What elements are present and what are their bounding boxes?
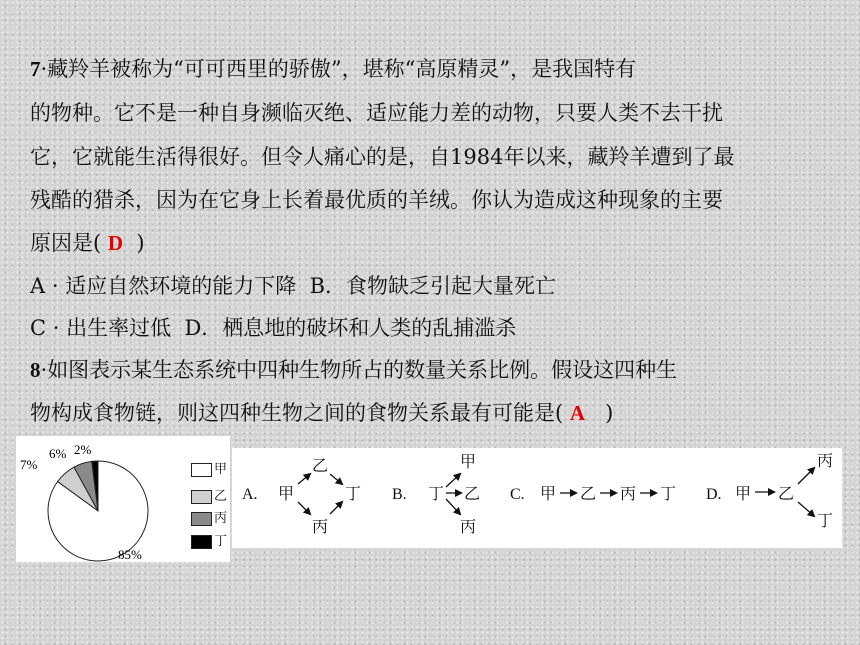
- q8-answer: A: [569, 401, 586, 425]
- food-chain-svg: [232, 448, 842, 548]
- option-b-node-ding: 丁: [428, 484, 445, 503]
- q7-line-4: [30, 186, 723, 214]
- q7-sep: ·: [40, 57, 48, 81]
- legend-item-yi: [191, 485, 227, 504]
- q7-option-d: D．栖息地的破坏和人类的乱捕滥杀: [184, 316, 517, 340]
- q7-line-5: [30, 229, 145, 257]
- q8-line-2: [30, 399, 613, 427]
- option-a-node-yi: 乙: [312, 456, 329, 475]
- legend-label-yi: 乙: [214, 489, 228, 504]
- q7-text-3: 它，它就能生活得很好。但令人痛心的是，自1984年以来，藏羚羊遭到了最: [30, 145, 735, 169]
- option-a-label[interactable]: A.: [242, 486, 258, 503]
- legend-label-ding: 丁: [214, 534, 228, 549]
- option-d-node-ding: 丁: [817, 511, 834, 530]
- q7-line-2: [30, 99, 723, 127]
- q8-text-1: 如图表示某生态系统中四种生物所占的数量关系比例。假设这四种生: [47, 358, 678, 382]
- q7-text-2: 的物种。它不是一种自身濒临灭绝、适应能力差的动物，只要人类不去干扰: [30, 101, 723, 125]
- pie-figure: [16, 436, 230, 562]
- option-d-node-jia: 甲: [735, 484, 752, 503]
- q7-text-1: 藏羚羊被称为“可可西里的骄傲”，堪称“高原精灵”，是我国特有: [47, 57, 637, 81]
- q8-line-1: [30, 356, 677, 384]
- q7-line-3: [30, 143, 734, 171]
- option-d-node-yi: 乙: [778, 484, 795, 503]
- arrow-d-3: [798, 502, 814, 516]
- option-c-node-jia: 甲: [540, 484, 557, 503]
- pie-label-2: 2%: [74, 442, 92, 457]
- food-chain-options: [232, 448, 842, 548]
- legend-swatch-jia: [191, 463, 212, 477]
- q7-option-a: A · 适应自然环境的能力下降: [30, 274, 297, 298]
- q7-answer: D: [107, 231, 124, 255]
- option-c-label[interactable]: C.: [510, 486, 525, 503]
- q7-answer-prefix: 原因是(: [30, 231, 102, 255]
- option-a-node-jia: 甲: [278, 484, 295, 503]
- arrow-b-3: [446, 499, 460, 514]
- option-d-node-bing: 丙: [817, 451, 834, 470]
- q7-option-b: B．食物缺乏引起大量死亡: [309, 274, 556, 298]
- option-c-node-ding: 丁: [660, 484, 677, 503]
- option-a-node-ding: 丁: [345, 484, 362, 503]
- q7-option-c: C · 出生率过低: [30, 316, 172, 340]
- option-b-label[interactable]: B.: [392, 486, 407, 503]
- legend-label-bing: 丙: [214, 511, 228, 526]
- option-c-node-yi: 乙: [580, 484, 597, 503]
- q7-number: 7: [30, 57, 41, 81]
- legend-swatch-yi: [191, 490, 212, 504]
- q8-sep: ·: [40, 358, 48, 382]
- arrow-d-2: [798, 468, 814, 484]
- q7-options-cd: [30, 314, 516, 342]
- arrow-a-3: [298, 502, 310, 514]
- option-b-node-jia: 甲: [460, 452, 477, 471]
- legend-item-ding: [191, 530, 227, 549]
- option-a-node-bing: 丙: [312, 517, 329, 536]
- option-d-label[interactable]: D.: [706, 486, 722, 503]
- q7-text-4: 残酷的猎杀，因为在它身上长着最优质的羊绒。你认为造成这种现象的主要: [30, 188, 723, 212]
- pie-label-85: 85%: [118, 547, 142, 562]
- legend-item-jia: [191, 458, 227, 477]
- arrow-b-1: [446, 474, 460, 487]
- pie-label-6: 6%: [49, 446, 67, 461]
- legend-label-jia: 甲: [214, 462, 228, 477]
- q8-text-2: 物构成食物链，则这四种生物之间的食物关系最有可能是(: [30, 401, 564, 425]
- q8-number: 8: [30, 358, 41, 382]
- pie-label-7: 7%: [20, 457, 38, 472]
- q7-line-1: [30, 55, 636, 83]
- legend-swatch-ding: [191, 535, 212, 549]
- q7-answer-suffix: ): [136, 231, 145, 255]
- q7-options-ab: [30, 272, 556, 300]
- arrow-a-1: [298, 474, 310, 484]
- q8-answer-suffix: ): [605, 401, 614, 425]
- arrow-a-4: [330, 502, 342, 514]
- arrow-a-2: [330, 474, 342, 484]
- option-b-node-yi: 乙: [464, 484, 481, 503]
- legend-swatch-bing: [191, 512, 212, 526]
- legend-item-bing: [191, 507, 227, 526]
- option-b-node-bing: 丙: [460, 517, 477, 536]
- option-c-node-bing: 丙: [620, 484, 637, 503]
